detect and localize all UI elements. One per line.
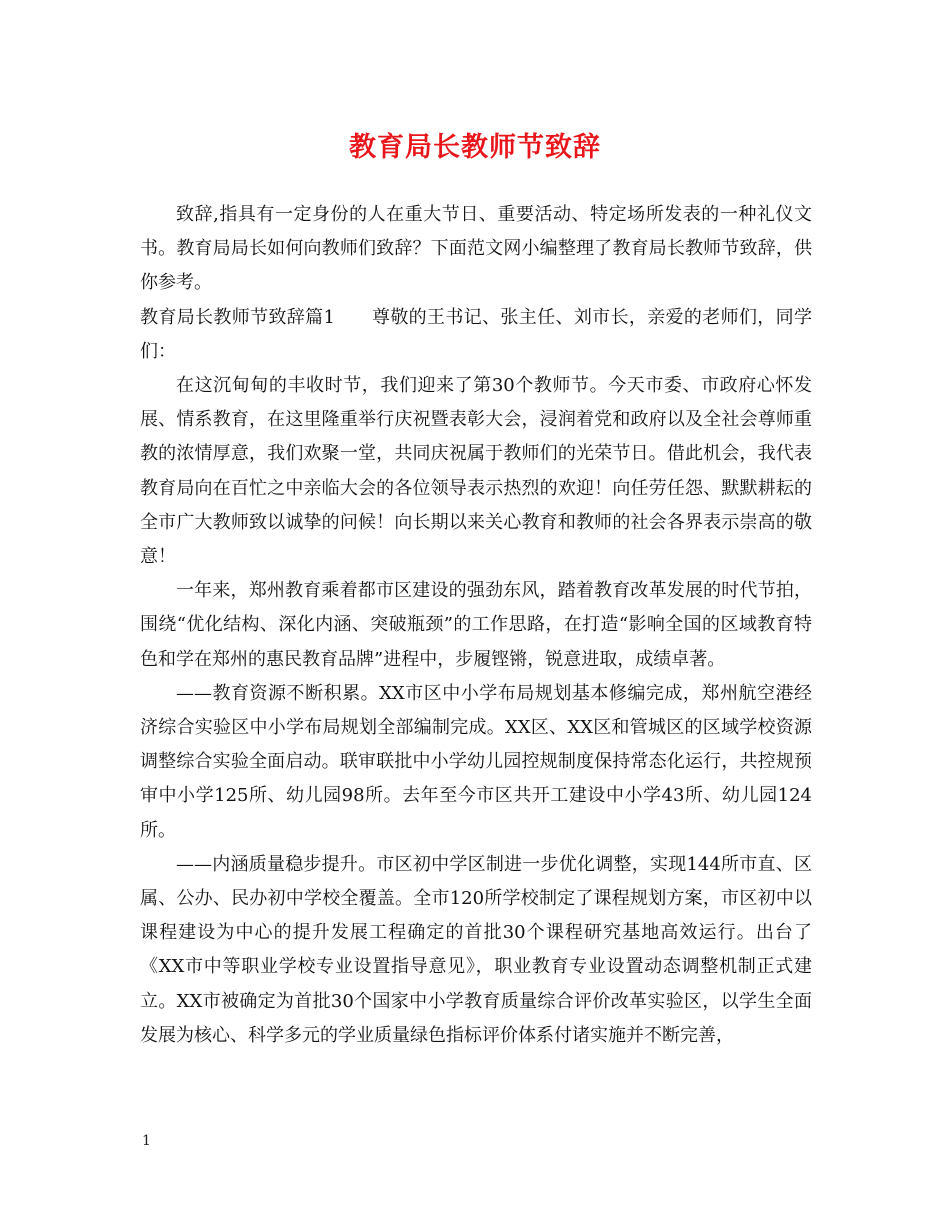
speech-heading-paragraph: 教育局长教师节致辞篇1 尊敬的王书记、张主任、刘市长，亲爱的老师们，同学们： [140, 306, 812, 362]
speech-paragraph: 在这沉甸甸的丰收时节，我们迎来了第30个教师节。今天市委、市政府心怀发展、情系教育，在这里隆重举行庆祝暨表彰大会，浸润着党和政府以及全社会尊师重教的浓情厚意，我们欢聚一堂，共同庆祝属于教师们的光荣节日。借此机会，我代表教育局向在百忙之中亲临大会的各位领导表示热烈的欢迎！向任劳任怨、默默耕耘的全市广大教师致以诚挚的问候！向长期以来关心教育和教师的社会各界表示崇高的敬意！ [140, 375, 812, 568]
page-number: 1 [142, 1133, 151, 1149]
speech-paragraph: ——内涵质量稳步提升。市区初中学区制进一步优化调整，实现144所市直、区属、公办、民办初中学校全覆盖。全市120所学校制定了课程规划方案，市区初中以课程建设为中心的提升发展工程确定的首批30个课程研究基地高效运行。出台了《XX市中等职业学校专业设置指导意见》，职业教育专业设置动态调整机制正式建立。XX市被确定为首批30个国家中小学教育质量综合评价改革实验区，以学生全面发展为核心、科学多元的学业质量绿色指标评价体系付诸实施并不断完善， [140, 853, 812, 1046]
document-body [140, 198, 812, 1053]
speech-paragraph: ——教育资源不断积累。XX市区中小学布局规划基本修编完成，郑州航空港经济综合实验区中小学布局规划全部编制完成。XX区、XX区和管城区的区域学校资源调整综合实验全面启动。联审联批中小学幼儿园控规制度保持常态化运行，共控规预审中小学125所、幼儿园98所。去年至今市区共开工建设中小学43所、幼儿园124所。 [140, 682, 812, 841]
speech-paragraph: 一年来，郑州教育乘着都市区建设的强劲东风，踏着教育改革发展的时代节拍，围绕“优化结构、深化内涵、突破瓶颈”的工作思路，在打造“影响全国的区域教育特色和学在郑州的惠民教育品牌”进程中，步履铿锵，锐意进取，成绩卓著。 [140, 580, 812, 670]
intro-paragraph: 致辞,指具有一定身份的人在重大节日、重要活动、特定场所发表的一种礼仪文书。教育局局长如何向教师们致辞？下面范文网小编整理了教育局长教师节致辞，供你参考。 [140, 204, 812, 294]
document-title: 教育局长教师节致辞 [349, 132, 601, 163]
